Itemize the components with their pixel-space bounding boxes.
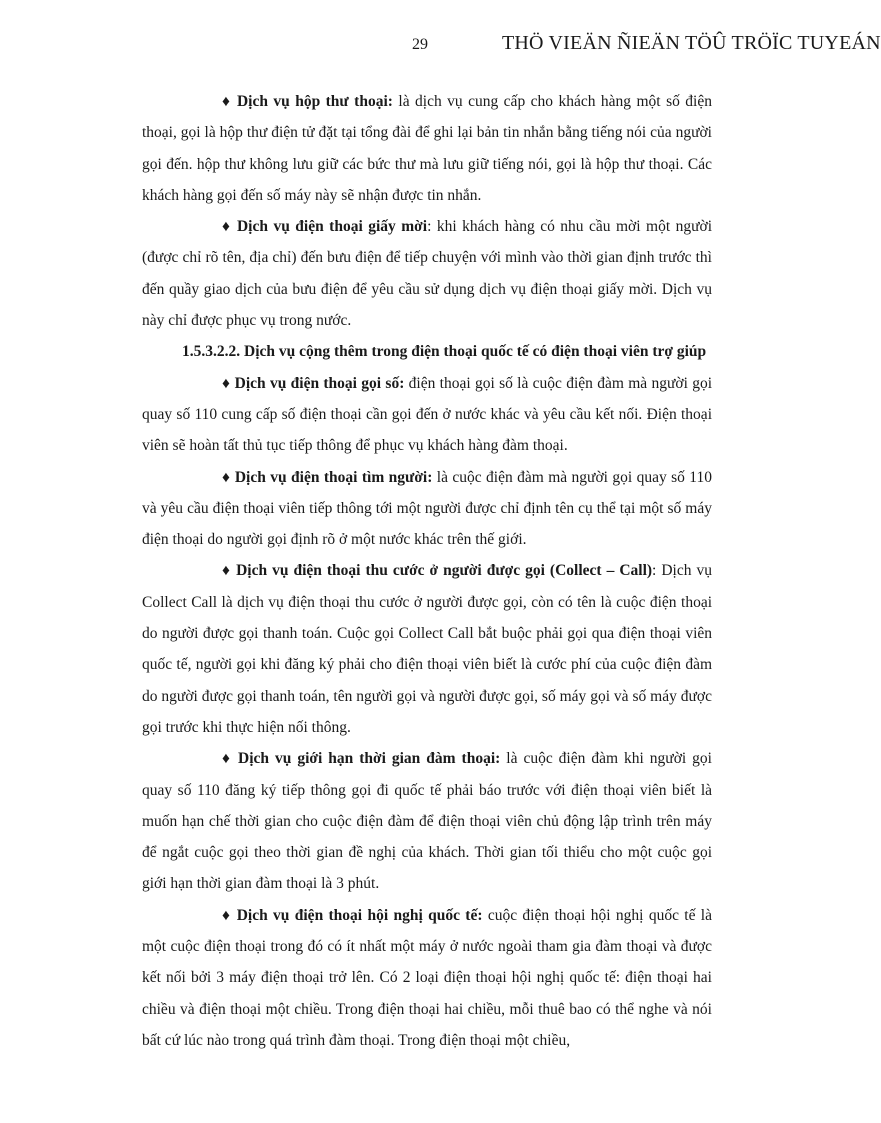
paragraph-time-limit-service xyxy=(142,743,712,899)
diamond-bullet-icon: ♦ xyxy=(222,93,232,110)
paragraph-text: cuộc điện thoại hội nghị quốc tế là một cuộc điện thoại trong đó có ít nhất một máy ở nước ngoài tham gia đàm thoại và được kết nối bởi 3 máy điện thoại trở lên. Có 2 loại điện thoại hội nghị quốc tế: điện thoại hai chiều và điện thoại một chiều. Trong điện thoại hai chiều, mỗi thuê bao có thể nghe và nói bất cứ lúc nào trong quá trình đàm thoại. Trong điện thoại một chiều, xyxy=(142,906,712,1049)
paragraph-lead: Dịch vụ điện thoại hội nghị quốc tế: xyxy=(236,906,483,924)
paragraph-collect-call-service xyxy=(142,555,712,743)
running-header-title: THÖ VIEÄN ÑIEÄN TÖÛ TRÖÏC TUYEÁN xyxy=(502,32,881,54)
paragraph-lead: Dịch vụ điện thoại thu cước ở người được gọi (Collect – Call) xyxy=(236,562,653,580)
diamond-bullet-icon: ♦ xyxy=(222,468,231,486)
paragraph-lead: Dịch vụ điện thoại giấy mời xyxy=(236,218,428,236)
paragraph-text: là dịch vụ cung cấp cho khách hàng một số điện thoại, gọi là hộp thư điện tử đặt tại tổng đài để ghi lại bản tin nhắn bằng tiếng nói của người gọi đến. hộp thư không lưu giữ các bức thư mà lưu giữ tiếng nói, gọi là hộp thư thoại. Các khách hàng gọi đến số máy này sẽ nhận được tin nhắn. xyxy=(142,93,712,204)
paragraph-person-call-service xyxy=(142,462,712,556)
diamond-bullet-icon: ♦ xyxy=(222,750,233,768)
page-body xyxy=(142,86,712,1056)
paragraph-text: là cuộc điện đàm khi người gọi quay số 110 đăng ký tiếp thông gọi đi quốc tế phải báo trước với điện thoại viên biết là muốn hạn chế thời gian cho cuộc điện đàm để điện thoại viên chủ động lập trình trên máy để ngắt cuộc gọi theo thời gian đề nghị của khách. Thời gian tối thiểu cho một cuộc gọi giới hạn thời gian đàm thoại là 3 phút. xyxy=(142,750,712,893)
paragraph-lead: Dịch vụ giới hạn thời gian đàm thoại: xyxy=(238,750,501,768)
paragraph-text: điện thoại gọi số là cuộc điện đàm mà người gọi quay số 110 cung cấp số điện thoại cần gọi đến ở nước khác và yêu cầu kết nối. Điện thoại viên sẽ hoàn tất thủ tục tiếp thông để phục vụ khách hàng đàm thoại. xyxy=(142,374,712,455)
diamond-bullet-icon: ♦ xyxy=(222,906,232,924)
paragraph-lead: Dịch vụ điện thoại gọi số: xyxy=(234,374,405,392)
paragraph-text: : Dịch vụ Collect Call là dịch vụ điện thoại thu cước ở người được gọi, còn có tên là cuộc điện thoại do người được gọi thanh toán. Cuộc gọi Collect Call bắt buộc phải gọi qua điện thoại viên quốc tế, người gọi khi đăng ký phải cho điện thoại viên biết là cước phí của cuộc điện đàm do người được gọi thanh toán, tên người gọi và người được gọi, số máy gọi và số máy được gọi trước khi thực hiện nối thông. xyxy=(142,562,713,736)
paragraph-invitation-call-service xyxy=(142,211,712,336)
section-heading: 1.5.3.2.2. Dịch vụ cộng thêm trong điện thoại quốc tế có điện thoại viên trợ giúp xyxy=(182,343,707,361)
diamond-bullet-icon: ♦ xyxy=(222,562,232,580)
paragraph-lead: Dịch vụ điện thoại tìm người: xyxy=(234,468,433,486)
paragraph-text: là cuộc điện đàm mà người gọi quay số 110 và yêu cầu điện thoại viên tiếp thông tới một người được chỉ định tên cụ thể tại một số máy điện thoại do người gọi định rõ ở một nước khác trên thế giới. xyxy=(142,468,712,549)
paragraph-text: : khi khách hàng có nhu cầu mời một người (được chỉ rõ tên, địa chỉ) đến bưu điện để tiếp chuyện với mình vào thời gian định trước thì đến quầy giao dịch của bưu điện để yêu cầu sử dụng dịch vụ điện thoại giấy mời. Dịch vụ này chỉ được phục vụ trong nước. xyxy=(142,218,713,330)
diamond-bullet-icon: ♦ xyxy=(222,374,231,392)
diamond-bullet-icon: ♦ xyxy=(222,218,232,236)
paragraph-conference-call-service xyxy=(142,900,712,1056)
paragraph-voicemail-service xyxy=(142,86,712,211)
paragraph-number-call-service xyxy=(142,368,712,462)
page-number: 29 xyxy=(412,36,428,53)
paragraph-lead: Dịch vụ hộp thư thoại: xyxy=(236,93,393,110)
